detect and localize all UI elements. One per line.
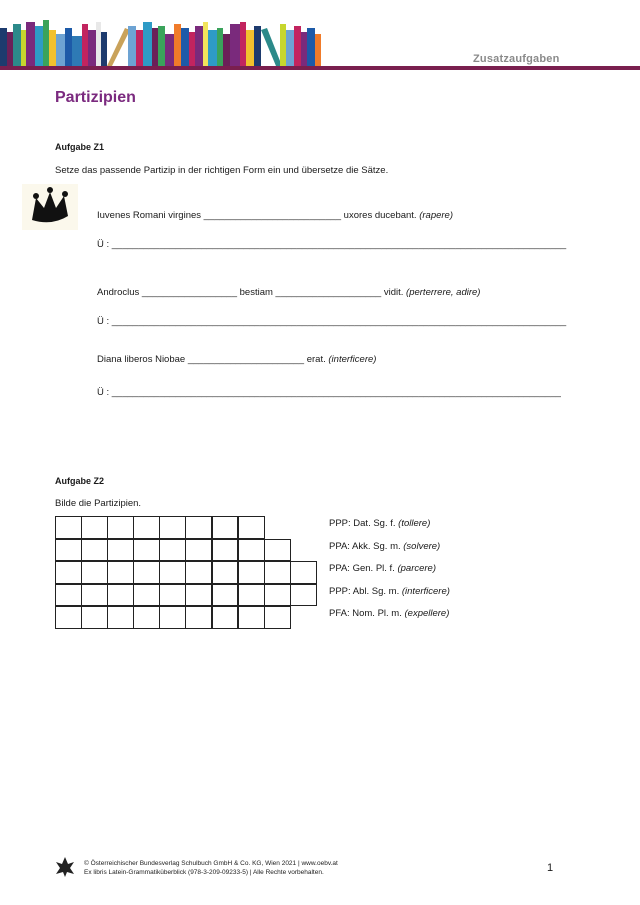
page-number: 1 [547, 862, 554, 874]
grid-cell[interactable] [81, 606, 108, 629]
grid-cell[interactable] [55, 516, 82, 539]
grid-row [55, 561, 316, 584]
grid-row [55, 584, 316, 607]
grid-cell[interactable] [55, 561, 82, 584]
translation-line-2[interactable]: Ü : ______________________________________________________________________________________ [97, 316, 567, 327]
grid-cell[interactable] [238, 606, 265, 629]
grid-cell[interactable] [159, 561, 186, 584]
task1-instruction: Setze das passende Partizip in der richtigen Form ein und übersetze die Sätze. [55, 165, 389, 176]
shelf-line [0, 66, 640, 70]
grid-cell[interactable] [81, 584, 108, 607]
grid-cell[interactable] [185, 539, 212, 562]
grid-row [55, 606, 316, 629]
grid-cell[interactable] [212, 516, 239, 539]
form-item: PPP: Dat. Sg. f. (tollere) [329, 518, 431, 529]
form-item: PPA: Gen. Pl. f. (parcere) [329, 563, 437, 575]
publisher-logo-icon [55, 856, 75, 878]
grid-cell[interactable] [81, 516, 108, 539]
grid-cell[interactable] [159, 539, 186, 562]
task2-heading: Aufgabe Z2 [55, 476, 105, 486]
grid-cell[interactable] [238, 516, 265, 539]
grid-cell[interactable] [238, 539, 265, 562]
grid-cell[interactable] [133, 561, 160, 584]
translation-line-1[interactable]: Ü : ______________________________________________________________________________________ [97, 239, 567, 250]
grid-cell[interactable] [133, 516, 160, 539]
grid-cell[interactable] [290, 584, 317, 607]
grid-cell[interactable] [185, 561, 212, 584]
grid-cell[interactable] [107, 561, 134, 584]
sentence-3: Diana liberos Niobae ______________________ erat. (interficere) [97, 354, 377, 365]
grid-row [55, 539, 316, 562]
grid-cell[interactable] [264, 584, 291, 607]
blank-field[interactable]: ______________________ [187, 354, 305, 365]
grid-cell[interactable] [238, 584, 265, 607]
grid-cell[interactable] [212, 561, 239, 584]
translation-line-3[interactable]: Ü : _____________________________________________________________________________________ [97, 387, 561, 398]
sentence-2: Androclus __________________ bestiam ____________________ vidit. (perterrere, adire) [97, 287, 481, 298]
grid-cell[interactable] [107, 584, 134, 607]
grid-cell[interactable] [55, 584, 82, 607]
grid-cell[interactable] [81, 561, 108, 584]
grid-cell[interactable] [185, 516, 212, 539]
blank-field[interactable]: ____________________ [275, 287, 382, 298]
grid-cell[interactable] [185, 606, 212, 629]
grid-row [55, 516, 316, 539]
grid-cell[interactable] [133, 584, 160, 607]
grid-cell[interactable] [133, 606, 160, 629]
blank-field[interactable]: __________________ [141, 287, 237, 298]
books-banner-illustration [0, 0, 330, 70]
grid-cell[interactable] [159, 516, 186, 539]
task2-instruction: Bilde die Partizipien. [55, 498, 142, 509]
grid-cell[interactable] [81, 539, 108, 562]
task1-heading: Aufgabe Z1 [55, 142, 105, 152]
verb-hint: (rapere) [419, 210, 454, 221]
forms-list [329, 518, 450, 631]
grid-cell[interactable] [107, 539, 134, 562]
sentence-1: Iuvenes Romani virgines __________________________ uxores ducebant. (rapere) [97, 210, 454, 221]
grid-cell[interactable] [185, 584, 212, 607]
section-label: Zusatzaufgaben [473, 53, 560, 65]
grid-cell[interactable] [107, 606, 134, 629]
form-item: PFA: Nom. Pl. m. (expellere) [329, 608, 450, 620]
verb-hint: (perterrere, adire) [406, 287, 481, 298]
form-item: PPP: Abl. Sg. m. (interficere) [329, 585, 450, 597]
blank-field[interactable]: __________________________ [203, 210, 342, 221]
grid-cell[interactable] [290, 561, 317, 584]
grid-cell[interactable] [264, 539, 291, 562]
footer-copyright: © Österreichischer Bundesverlag Schulbuch GmbH & Co. KG, Wien 2021 | www.oebv.at Ex libris Latein-Grammatiküberblick (978-3-209-09233-5) | Alle Rechte vorbehalten. [84, 860, 338, 876]
grid-cell[interactable] [212, 539, 239, 562]
grid-cell[interactable] [55, 606, 82, 629]
answer-grid [55, 516, 316, 629]
grid-cell[interactable] [264, 606, 291, 629]
form-item: PPA: Akk. Sg. m. (solvere) [329, 540, 441, 552]
grid-cell[interactable] [238, 561, 265, 584]
grid-cell[interactable] [159, 606, 186, 629]
verb-hint: (interficere) [328, 354, 377, 365]
jester-hat-icon [22, 184, 78, 230]
grid-cell[interactable] [133, 539, 160, 562]
grid-cell[interactable] [264, 561, 291, 584]
grid-cell[interactable] [212, 606, 239, 629]
grid-cell[interactable] [212, 584, 239, 607]
grid-cell[interactable] [107, 516, 134, 539]
grid-cell[interactable] [159, 584, 186, 607]
grid-cell[interactable] [55, 539, 82, 562]
page-title: Partizipien [55, 89, 136, 106]
